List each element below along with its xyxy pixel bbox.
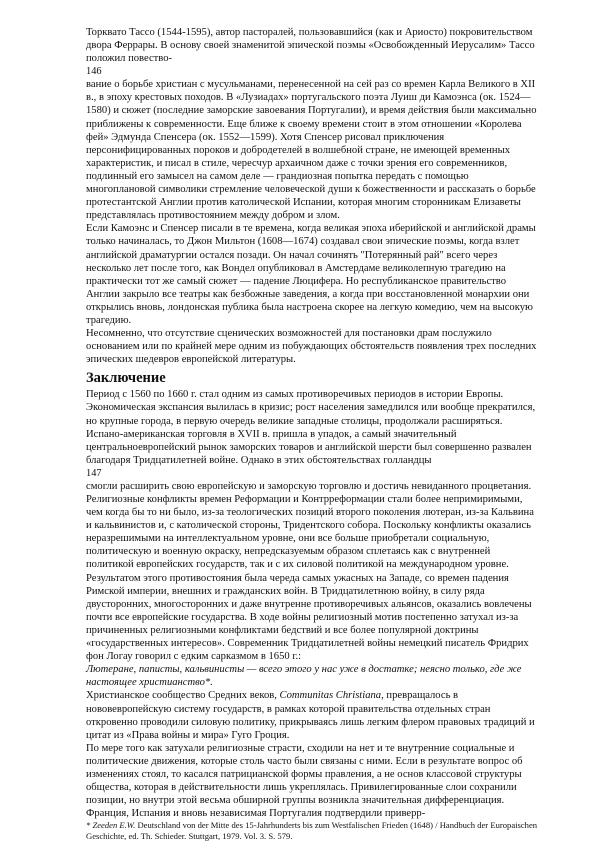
footnote-text: Deutschland von der Mitte des 15-Jahrhunderts bis zum Westfalischen Frieden (1648) / Handbuch der Europaischen Geschichte, ed. Th. Schieder. Stuttgart, 1979. Vol. 3. S. 579.	[86, 820, 538, 841]
footnote	[86, 820, 540, 841]
footnote-author: * Zeeden E.W.	[86, 820, 136, 831]
paragraph-result-of-conflict: Результатом этого противостояния была череда самых ужасных на Западе, со времен падения Римской империи, внешних и гражданских войн. В Тридцатилетнюю войну, в силу ряда двусторонних, многосторонних и даже внутренне противоречивых альянсов, оказались вовлечены почти все европейские государства. В ходе войны религиозный мотив постепенно затухал из-за причиненных религиозными конфликтами бедствий и все более популярной доктрины «государственных интересов». Современник Тридцатилетней войны немецкий писатель Фридрих фон Логау говорил с едким сарказмом в 1650 г.:	[86, 572, 532, 663]
paragraph-religious-conflicts: Религиозные конфликты времен Реформации и Контрреформации стали более непримиримыми, чем когда бы то ни было, из-за теологических позиций второго поколения лютеран, из-за Кальвина и кальвинистов и, с католической стороны, Тридентского собора. Поскольку конфликты оказались неразрешимыми на интеллектуальном уровне, они все больше приобретали социальную, политическую и военную окраску, непредсказуемым образом сплетаясь как с внутренней политикой европейских государств, так и с их силовой политикой на международном уровне.	[86, 494, 534, 571]
paragraph-period: Период с 1560 по 1660 г. стал одним из самых противоречивых периодов в истории Европы. Экономическая экспансия вылилась в кризис; рост населения замедлился или вообще прекратился, но крупные города, в первую очередь великие западные столицы, продолжали расширяться. Испано-американская торговля в XVII в. пришла в упадок, а самый значительный центральноевропейский рынок заморских товаров и английской шерсти был совершенно развален благодаря Тридцатилетней войне. Однако в этих обстоятельствах голландцы	[86, 389, 536, 466]
paragraph-intro: Торквато Тассо (1544-1595), автор пасторалей, пользовавшийся (как и Ариосто) покровительством двора Феррары. В основу своей знаменитой эпической поэмы «Освобожденный Иерусалим» Тассо положил повество-	[86, 27, 535, 65]
paragraph-camoens-spenser: Если Камоэнс и Спенсер писали в те времена, когда великая эпоха иберийской и английской драмы только начиналась, то Джон Мильтон (1608—1674) создавал свои эпические поэмы, когда взлет английской драматургии остался позади. Он начал сочинять "Потерянный рай" всего через несколько лет после того, как Вондел опубликовал в Амстердаме великолепную трагедию на практически тот же самый сюжет — падение Люцифера. Но республиканское правительство Англии закрыло все театры как безбожные заведения, а когда при восстановленной монархии они открылись вновь, лондонская публика была настроена скорее на легкую комедию, чем на высокую трагедию.	[86, 223, 536, 326]
section-heading: Заключение	[86, 370, 166, 387]
paragraph-christian-community	[86, 689, 540, 741]
page-number: 147	[86, 467, 102, 479]
paragraph-absence-of-theatre: Несомненно, что отсутствие сценических возможностей для постановки драм послужило основанием или по крайней мере одним из побуждающих обстоятельств появления трех последних эпических шедевров европейской литературы.	[86, 328, 537, 366]
latin-term: Communitas Christiana,	[279, 690, 384, 702]
paragraph-christian-community-end: превращалось в нововевропейскую систему государств, в рамках которой правительства отдельных стран откровенно проводили силовую политику, прикрываясь лишь легким флером правовых традиций и цитат из «Права войны и мира» Гуго Гроция.	[86, 690, 535, 741]
paragraph-final: По мере того как затухали религиозные страсти, сходили на нет и те внутренние социальные и политические движения, которые столь часто были связаны с ними. Если в результате вопрос об изменениях стоял, то касался патрицианской формы правления, а не основ классовой структуры общества, которая в действительности лишь укреплялась. Привилегированные слои сохранили позиции, но внутри этой весьма обширной группы возникла значительная дифференциация. Франция, Испания и вновь независимая Португалия подтвердили приверр-	[86, 742, 523, 820]
quotation: Лютеране, паписты, кальвинисты — всего этого у нас уже в достатке; неясно только, где же настоящее христианство*.	[86, 664, 522, 689]
paragraph-continuation: вание о борьбе христиан с мусульманами, перенесенной на сей раз со времен Карла Великого в XII в., в эпоху крестовых походов. В «Лузиадах» португальского поэта Луиш ди Камоэнса (ок. 1524—1580) и сюжет (последние заморские завоевания Португалии), и время действия были максимально приближены к современности. Еще ближе к своему времени стоит в этом отношении «Королева фей» Эдмунда Спенсера (ок. 1552—1599). Хотя Спенсер рисовал приключения персонифицированных пороков и добродетелей в волшебной стране, не имеющей временных характеристик, и писал в стиле, чересчур архаичном даже с точки зрения его современников, подлинный его замысел на самом деле — грандиозная попытка передать с помощью многоплановой символики стремление человеческой души к божественности и рассказать о борьбе протестантской Англии против католической Испании, которая многим сторонникам Елизаветы представлялась противостоянием между добром и злом.	[86, 79, 537, 222]
paragraph-dutch-trade: смогли расширить свою европейскую и заморскую торговлю и достичь невиданного процветания.	[86, 480, 532, 492]
paragraph-christian-community-start: Христианское сообщество Средних веков,	[86, 690, 280, 702]
page-number: 146	[86, 66, 102, 78]
